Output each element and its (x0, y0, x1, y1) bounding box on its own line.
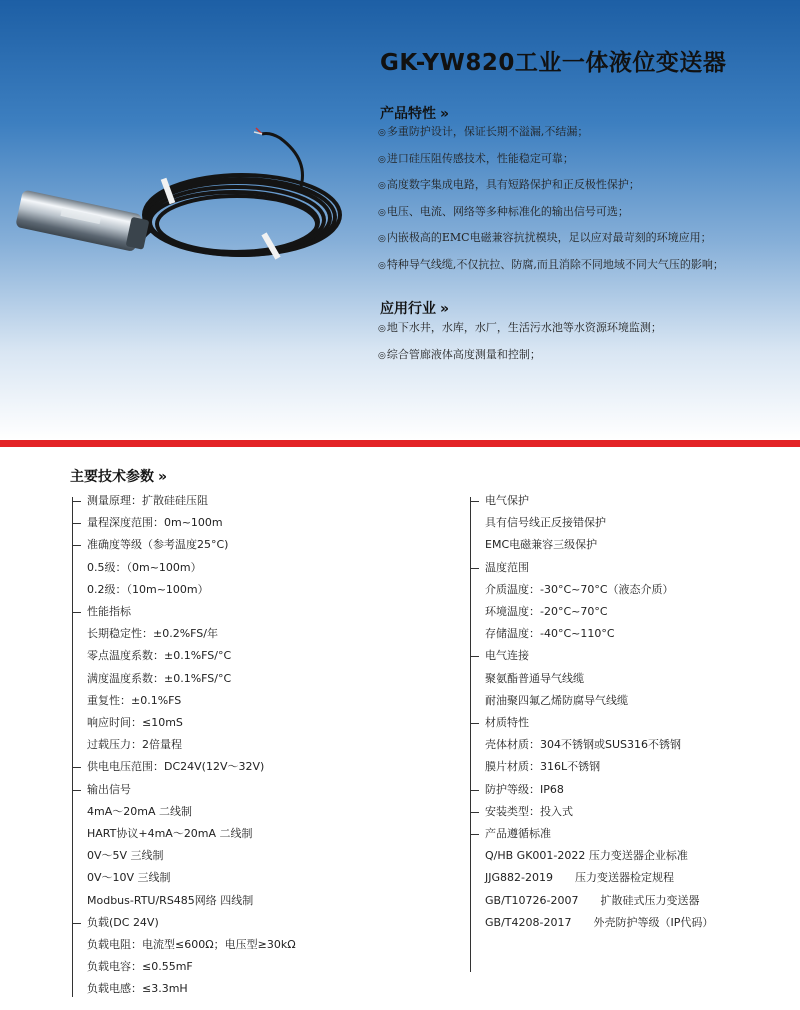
spec-text: HART协议+4mA～20mA 二线制 (87, 827, 253, 840)
spec-group-heading (485, 560, 529, 576)
spec-item (485, 671, 584, 687)
spec-text: 负载电容：≤0.55mF (87, 960, 193, 974)
spec-item (485, 604, 608, 620)
spec-group-heading (87, 537, 228, 553)
circle-bullet-icon: ◎ (378, 154, 386, 165)
spec-item (87, 848, 164, 864)
spec-group-heading (87, 759, 264, 775)
spec-item (87, 959, 193, 975)
spec-item (485, 893, 699, 909)
circle-bullet-icon: ◎ (378, 207, 386, 218)
list-item (378, 321, 662, 348)
circle-bullet-icon: ◎ (378, 350, 386, 361)
tree-tick (72, 612, 81, 613)
standard-code: GB/T10726-2007 (485, 893, 579, 907)
spec-item (87, 937, 296, 953)
spec-item (87, 737, 182, 753)
list-item-text: 多重防护设计，保证长期不溢漏,不结漏； (386, 125, 589, 138)
spec-text: EMC电磁兼容三级保护 (485, 538, 598, 552)
circle-bullet-icon: ◎ (378, 234, 386, 244)
spec-text: 测量原理：扩散硅硅压阻 (87, 494, 208, 507)
spec-item (87, 715, 183, 731)
spec-item (485, 693, 628, 709)
tree-tick (72, 923, 81, 924)
spec-text: 4mA～20mA 二线制 (87, 804, 192, 818)
spec-text: 防护等级：IP68 (485, 782, 564, 796)
applications-heading (380, 298, 449, 318)
spec-item (87, 582, 209, 598)
features-heading-text: 产品特性 (380, 106, 436, 122)
features-list (378, 125, 724, 284)
double-chevron-icon: » (440, 301, 450, 317)
spec-item (485, 515, 606, 531)
spec-item (485, 626, 615, 642)
spec-text: 0.2级：（10m~100m） (87, 582, 209, 596)
spec-item (87, 981, 188, 997)
spec-text: Q/HB GK001-2022 压力变送器企业标准 (485, 849, 688, 863)
spec-text: 长期稳定性：±0.2%FS/年 (87, 627, 218, 641)
spec-text: 聚氨酯普通导气线缆 (485, 671, 584, 685)
circle-bullet-icon: ◎ (378, 324, 386, 334)
applications-heading-text: 应用行业 (380, 301, 436, 317)
list-item (378, 152, 724, 179)
applications-list (378, 321, 662, 374)
spec-text: 重复性：±0.1%FS (87, 693, 182, 707)
tree-tick (72, 790, 81, 791)
spec-text: 0V～5V 三线制 (87, 849, 164, 863)
spec-group-heading (485, 715, 529, 731)
spec-text: 量程深度范围：0m~100m (87, 516, 223, 530)
specs-heading (70, 466, 167, 486)
spec-item (485, 582, 674, 598)
specs-heading-text: 主要技术参数 (70, 469, 154, 485)
spec-text: 负载电阻：电流型≤600Ω；电压型≥30kΩ (87, 938, 296, 951)
spec-item (87, 893, 253, 909)
circle-bullet-icon: ◎ (378, 128, 386, 138)
list-item-text: 特种导气线缆,不仅抗拉、防腐,而且消除不同地域不同大气压的影响； (386, 257, 724, 271)
spec-group-heading (485, 493, 529, 509)
spec-text: 材质特性 (485, 716, 529, 729)
tree-tick (470, 656, 479, 657)
spec-text: 过载压力：2倍量程 (87, 738, 182, 752)
spec-text: 准确度等级（参考温度25°C) (87, 538, 229, 552)
double-chevron-icon: » (440, 106, 450, 122)
spec-text: 存储温度：-40°C~110°C (485, 627, 615, 641)
spec-group-heading (485, 782, 564, 798)
spec-item (87, 804, 192, 820)
spec-text: 环境温度：-20°C~70°C (485, 605, 608, 618)
spec-group-heading (87, 493, 208, 509)
list-item (378, 258, 724, 285)
spec-group-heading (87, 515, 223, 531)
spec-text: Modbus-RTU/RS485网络 四线制 (87, 893, 254, 907)
features-heading (380, 103, 449, 123)
tree-tick (470, 834, 479, 835)
list-item-text: 地下水井，水库，水厂，生活污水池等水资源环境监测； (386, 321, 662, 334)
list-item-text: 进口硅压阻传感技术，性能稳定可靠； (386, 151, 574, 165)
spec-item (87, 671, 231, 687)
list-item (378, 348, 662, 375)
tree-tick (72, 767, 81, 768)
hero-banner (0, 0, 800, 440)
spec-text: 具有信号线正反接错保护 (485, 516, 606, 530)
spec-text: 电气保护 (485, 494, 529, 507)
tree-tick (470, 723, 479, 724)
tree-tick (72, 523, 81, 524)
list-item (378, 125, 724, 152)
circle-bullet-icon: ◎ (378, 260, 386, 271)
spec-item (485, 915, 713, 931)
spec-item (485, 870, 674, 886)
spec-text: 性能指标 (87, 605, 131, 618)
list-item (378, 178, 724, 205)
spec-group-heading (485, 804, 573, 820)
spec-group-heading (87, 915, 159, 931)
spec-item (87, 870, 171, 886)
product-title: GK-YW820工业一体液位变送器 (380, 50, 727, 76)
spec-group-heading (485, 826, 551, 842)
tree-tick (470, 501, 479, 502)
spec-item (485, 737, 681, 753)
tree-tick (470, 812, 479, 813)
spec-item (485, 537, 597, 553)
standard-description: 外壳防护等级（IP代码） (593, 915, 714, 929)
spec-text: 负载电感：≤3.3mH (87, 982, 188, 996)
list-item-text: 高度数字集成电路，具有短路保护和正反极性保护； (386, 178, 640, 191)
spec-text: 耐油聚四氟乙烯防腐导气线缆 (485, 693, 628, 707)
spec-group-heading (485, 648, 529, 664)
tree-tick (470, 790, 479, 791)
product-photo (0, 120, 380, 420)
spec-text: 零点温度系数：±0.1%FS/°C (87, 649, 232, 663)
spec-item (87, 626, 218, 642)
spec-group-heading (87, 782, 131, 798)
list-item-text: 电压、电流、网络等多种标准化的输出信号可选； (386, 204, 629, 218)
spec-text: 供电电压范围：DC24V(12V～32V) (87, 760, 265, 774)
spec-text: 电气连接 (485, 649, 529, 663)
standard-description: 扩散硅式压力变送器 (600, 893, 700, 907)
spec-text: 产品遵循标准 (485, 827, 551, 840)
spec-text: 温度范围 (485, 560, 529, 574)
list-item-text: 内嵌极高的EMC电磁兼容抗扰模块，足以应对最苛刻的环境应用； (386, 231, 712, 244)
spec-item (87, 560, 202, 576)
spec-item (485, 759, 600, 775)
spec-item (87, 693, 181, 709)
spec-text: 介质温度：-30°C~70°C（液态介质） (485, 582, 674, 596)
standard-description: 压力变送器检定规程 (574, 871, 674, 885)
spec-text: 负载(DC 24V) (87, 915, 159, 929)
list-item (378, 205, 724, 232)
spec-text: 满度温度系数：±0.1%FS/°C (87, 671, 232, 685)
spec-text: 壳体材质：304不锈钢或SUS316不锈钢 (485, 738, 682, 752)
tree-tick (470, 568, 479, 569)
standard-code: GB/T4208-2017 (485, 915, 572, 929)
spec-text: 输出信号 (87, 782, 131, 796)
list-item (378, 231, 724, 258)
spec-item (87, 648, 231, 664)
spec-text: 膜片材质：316L不锈钢 (485, 760, 601, 774)
standard-code: JJG882-2019 (485, 871, 553, 885)
double-chevron-icon: » (158, 469, 168, 485)
spec-group-heading (87, 604, 131, 620)
list-item-text: 综合管廊液体高度测量和控制； (386, 347, 541, 361)
spec-text: 安装类型：投入式 (485, 804, 573, 818)
circle-bullet-icon: ◎ (378, 181, 386, 191)
tree-tick (72, 545, 81, 546)
divider-red-line (0, 440, 800, 447)
tree-tick (72, 501, 81, 502)
spec-text: 0V～10V 三线制 (87, 871, 171, 885)
spec-text: 响应时间：≤10mS (87, 716, 183, 729)
spec-item (485, 848, 688, 864)
spec-text: 0.5级：（0m~100m） (87, 560, 202, 574)
spec-item (87, 826, 253, 842)
